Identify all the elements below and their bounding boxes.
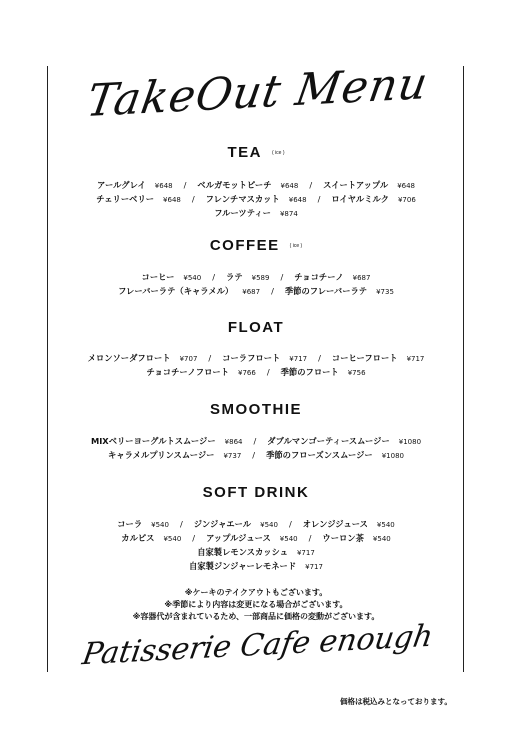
item-separator: / xyxy=(208,353,212,363)
menu-item-price: ¥540 xyxy=(376,521,395,529)
menu-item-price: ¥717 xyxy=(296,549,315,557)
menu-item-price: ¥540 xyxy=(279,535,298,543)
menu-item-price: ¥735 xyxy=(376,288,394,297)
menu-row xyxy=(50,366,462,380)
item-separator: / xyxy=(309,180,313,191)
menu-item-price: ¥756 xyxy=(347,369,366,377)
menu-item-name: オレンジジュース xyxy=(302,519,368,529)
menu-item-price: ¥540 xyxy=(183,274,202,283)
menu-item-price: ¥648 xyxy=(288,196,307,205)
menu-item-name: チョコチーノフロート xyxy=(146,367,229,377)
brand-signature: Patisserie Cafe enough xyxy=(79,618,436,673)
menu-row xyxy=(50,179,462,193)
item-separator: / xyxy=(318,353,321,363)
menu-item-name: フレンチマスカット xyxy=(205,194,280,205)
section-coffee xyxy=(50,237,462,299)
menu-item-name: 自家製レモンスカッシュ xyxy=(197,547,288,557)
item-separator: / xyxy=(308,533,312,543)
menu-item-name: フレーバーラテ（キャラメル） xyxy=(118,286,234,297)
right-divider xyxy=(463,66,464,672)
menu-item-price: ¥706 xyxy=(397,196,416,205)
menu-item-name: メロンソーダフロート xyxy=(87,353,171,363)
menu-item-name: ラテ xyxy=(226,272,243,283)
menu-item-price: ¥687 xyxy=(352,274,371,283)
item-separator: / xyxy=(252,450,256,460)
menu-item-name: 自家製ジンジャーレモネード xyxy=(189,561,297,571)
menu-item-name: コーヒー xyxy=(141,272,175,283)
section-smoothie xyxy=(50,401,462,463)
menu-item-price: ¥648 xyxy=(154,182,173,191)
menu-item-name: ロイヤルミルク xyxy=(331,194,389,205)
menu-item-name: 季節のフレーバーラテ xyxy=(284,286,368,297)
menu-row xyxy=(50,285,462,299)
item-separator: / xyxy=(271,286,274,297)
note-cake: ※ケーキのテイクアウトもございます。 xyxy=(184,588,328,597)
menu-item-price: ¥717 xyxy=(406,355,425,363)
item-separator: / xyxy=(212,272,216,283)
menu-item-price: ¥540 xyxy=(163,535,182,543)
menu-item-name: ベルガモットピーチ xyxy=(197,180,272,191)
menu-item-name: ウーロン茶 xyxy=(322,533,364,543)
menu-item-price: ¥648 xyxy=(280,182,299,191)
section-soft-drink xyxy=(50,484,462,574)
item-separator: / xyxy=(183,180,187,191)
menu-item-name: スイートアップル xyxy=(323,180,389,191)
ice-label: ( ice ) xyxy=(289,243,303,250)
menu-item-name: ジンジャエール xyxy=(193,519,252,529)
menu-item-price: ¥687 xyxy=(242,288,261,297)
menu-item-name: アップルジュース xyxy=(206,533,271,543)
menu-item-name: 季節のフローズンスムージー xyxy=(266,450,373,460)
section-heading: FLOAT xyxy=(227,319,285,336)
item-separator: / xyxy=(266,367,270,377)
menu-item-price: ¥766 xyxy=(238,369,256,377)
section-tea xyxy=(50,144,462,221)
menu-item-price: ¥540 xyxy=(260,521,278,529)
item-separator: / xyxy=(191,194,195,205)
menu-row xyxy=(50,560,462,574)
item-separator: / xyxy=(253,436,257,446)
menu-item-name: 季節のフロート xyxy=(280,367,339,377)
menu-item-name: カルピス xyxy=(121,533,155,543)
menu-item-price: ¥874 xyxy=(279,210,298,219)
menu-row xyxy=(50,532,462,546)
menu-row xyxy=(50,271,462,285)
menu-item-price: ¥737 xyxy=(223,452,242,460)
menu-item-price: ¥648 xyxy=(163,196,181,205)
note-season: ※季節により内容は変更になる場合がございます。 xyxy=(164,600,348,609)
section-float xyxy=(50,319,462,380)
left-divider xyxy=(47,66,48,672)
menu-row xyxy=(50,435,462,449)
menu-title: TakeOut Menu xyxy=(83,57,432,128)
menu-item-name: MIXベリーヨーグルトスムージー xyxy=(90,436,216,446)
menu-row xyxy=(50,193,462,207)
menu-item-price: ¥1080 xyxy=(398,438,422,446)
menu-item-price: ¥707 xyxy=(179,355,198,363)
menu-item-name: アールグレイ xyxy=(96,180,146,191)
menu-item-price: ¥717 xyxy=(305,563,323,571)
section-heading: SMOOTHIE xyxy=(209,401,302,418)
menu-item-price: ¥1080 xyxy=(381,452,404,460)
tax-note: 価格は税込みとなっております。 xyxy=(340,697,452,706)
menu-item-price: ¥864 xyxy=(224,438,243,446)
item-separator: / xyxy=(192,533,196,543)
menu-row xyxy=(50,518,462,532)
menu-item-name: チェリーベリー xyxy=(96,194,155,205)
menu-item-name: キャラメルプリンスムージー xyxy=(108,450,215,460)
item-separator: / xyxy=(317,194,321,205)
menu-item-name: ダブルマンゴーティースムージー xyxy=(267,436,390,446)
menu-item-price: ¥540 xyxy=(372,535,391,543)
note-container: ※容器代が含まれているため、一部商品に価格の変動がございます。 xyxy=(132,612,380,621)
menu-item-price: ¥540 xyxy=(151,521,169,529)
item-separator: / xyxy=(288,519,292,529)
menu-row xyxy=(50,207,462,221)
menu-item-name: コーヒーフロート xyxy=(331,353,398,363)
menu-item-name: フルーツティー xyxy=(214,208,271,219)
menu-item-price: ¥648 xyxy=(397,182,416,191)
menu-row xyxy=(50,352,462,366)
menu-item-price: ¥717 xyxy=(289,355,308,363)
menu-row xyxy=(50,546,462,560)
ice-label: ( ice ) xyxy=(272,150,285,157)
section-heading: TEA ( ice ) xyxy=(227,144,285,161)
menu-item-name: チョコチーノ xyxy=(294,272,344,283)
section-heading: COFFEE ( ice ) xyxy=(209,237,303,254)
menu-row xyxy=(50,449,462,463)
menu-item-price: ¥589 xyxy=(251,274,270,283)
section-heading: SOFT DRINK xyxy=(202,484,310,501)
item-separator: / xyxy=(179,519,183,529)
menu-item-name: コーラフロート xyxy=(222,353,281,363)
menu-item-name: コーラ xyxy=(117,519,143,529)
item-separator: / xyxy=(280,272,284,283)
